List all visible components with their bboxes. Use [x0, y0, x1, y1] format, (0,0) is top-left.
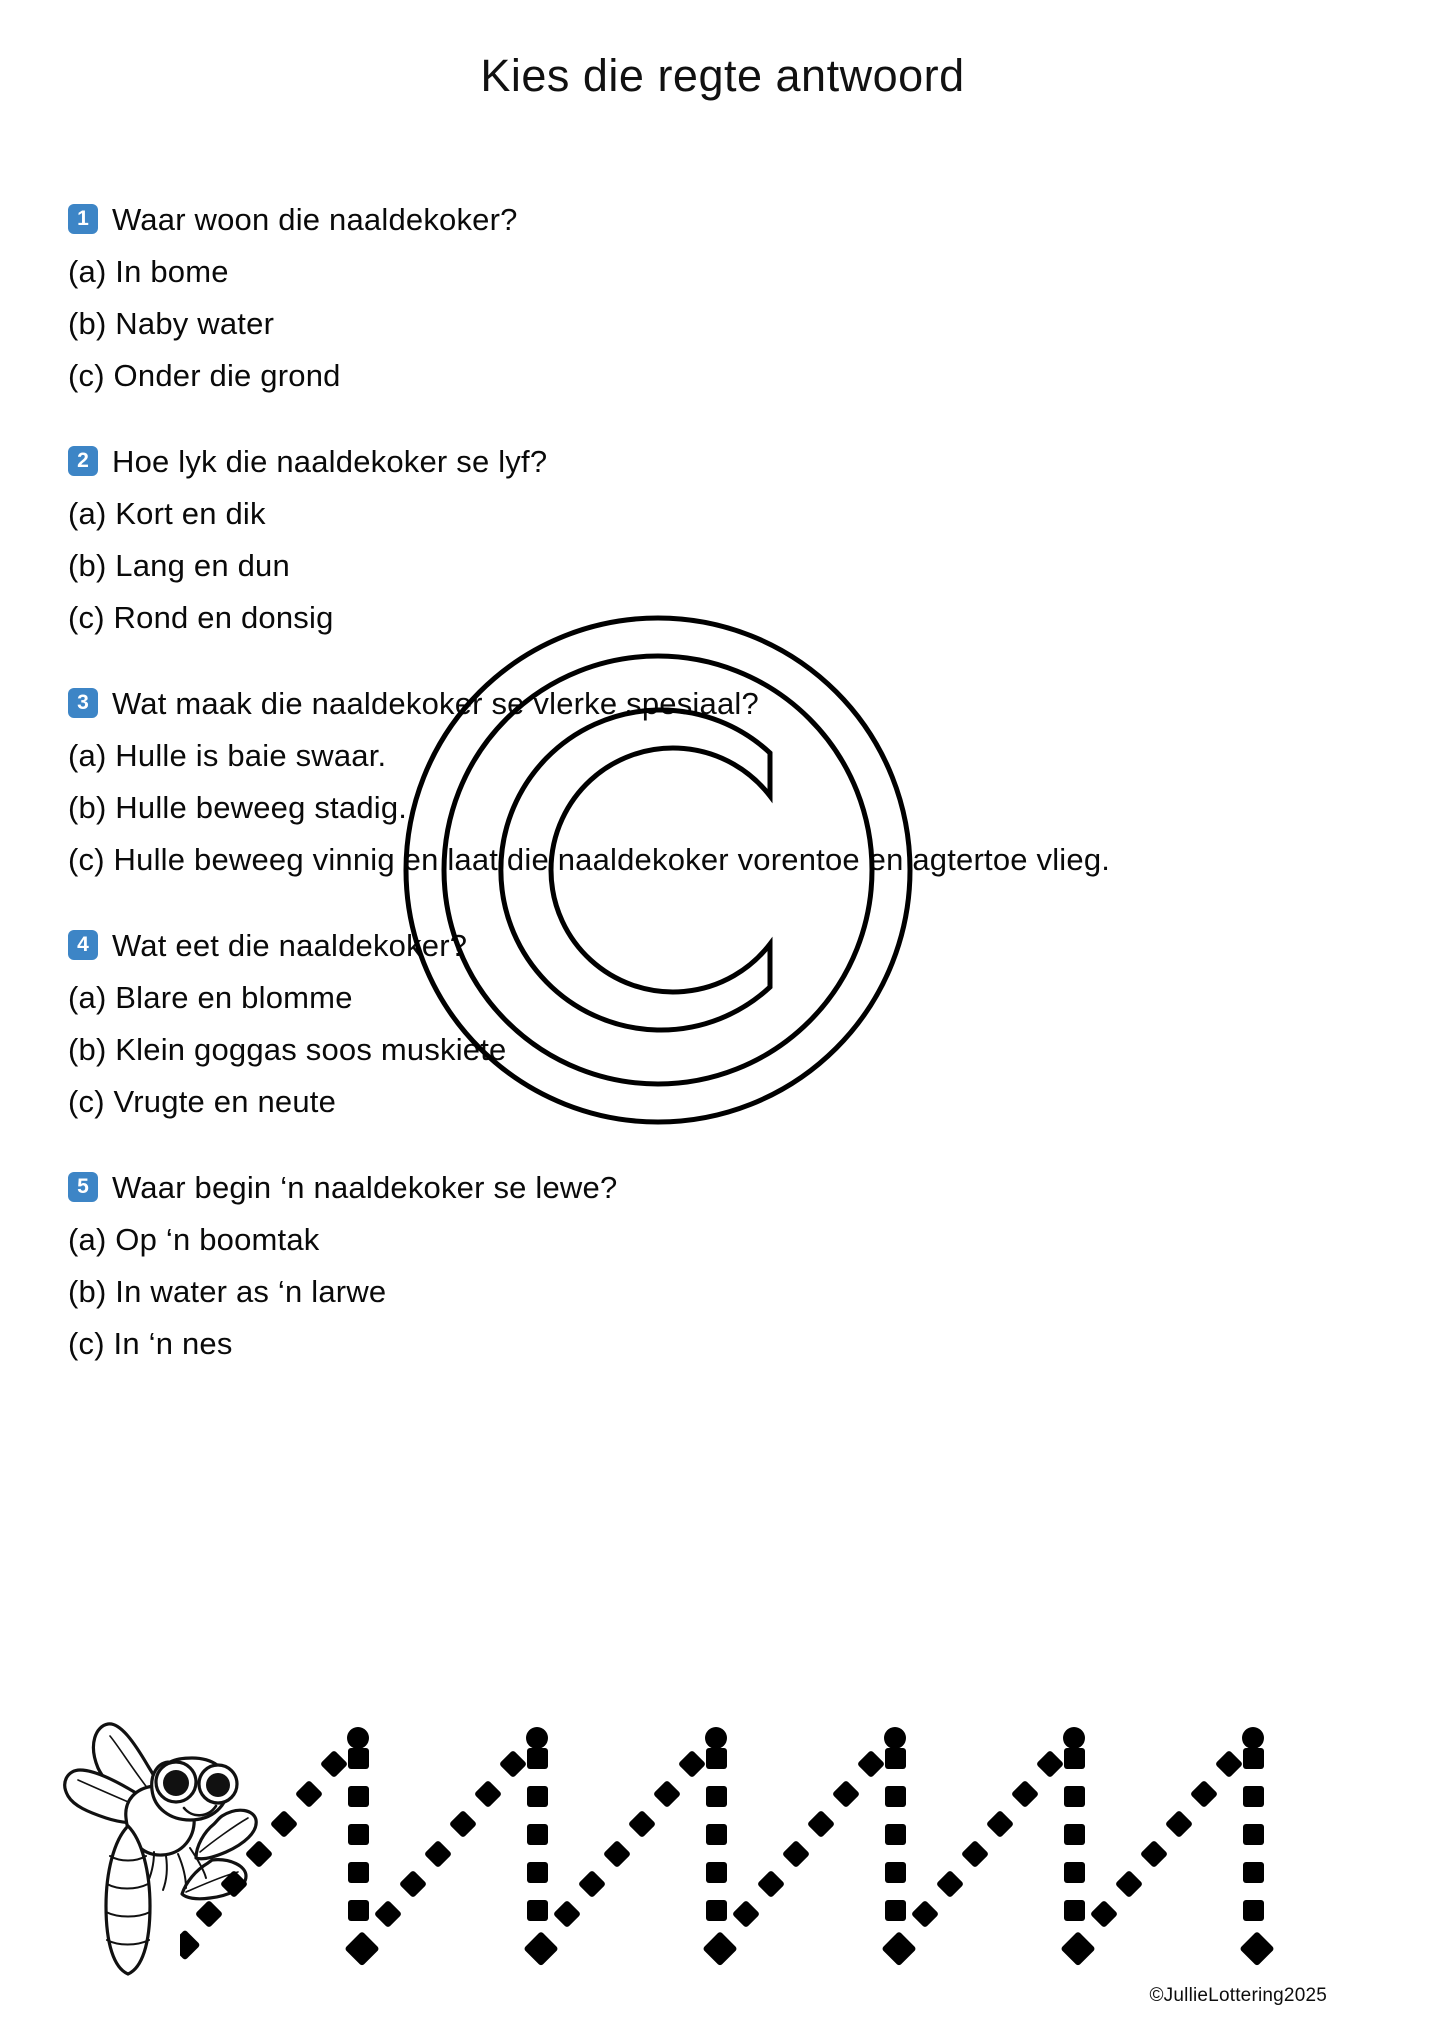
answer-option[interactable]: (c) In ‘n nes — [68, 1326, 233, 1362]
question-prompt: Hoe lyk die naaldekoker se lyf? — [112, 444, 548, 480]
zigzag-dotted-tracing-line-icon — [180, 1690, 1440, 1980]
question-number-badge: 4 — [68, 930, 98, 960]
question-block — [68, 440, 1368, 640]
tracing-activity-band — [0, 1690, 1445, 1990]
footer-credit: ©JullieLottering2025 — [1149, 1985, 1327, 2006]
question-number-badge: 3 — [68, 688, 98, 718]
questions-list — [68, 198, 1368, 1408]
answer-option[interactable]: (a) Blare en blomme — [68, 980, 353, 1016]
question-block — [68, 198, 1368, 398]
question-prompt-row — [68, 1166, 1368, 1210]
question-prompt-row — [68, 682, 1368, 726]
answer-option[interactable]: (a) Op ‘n boomtak — [68, 1222, 320, 1258]
answer-option[interactable]: (c) Onder die grond — [68, 358, 341, 394]
answer-option[interactable]: (a) In bome — [68, 254, 229, 290]
page-title: Kies die regte antwoord — [480, 50, 965, 101]
answer-option[interactable]: (b) Naby water — [68, 306, 275, 342]
question-number-badge: 5 — [68, 1172, 98, 1202]
question-prompt: Waar woon die naaldekoker? — [112, 202, 518, 237]
question-prompt: Wat eet die naaldekoker? — [112, 928, 468, 964]
answer-option[interactable]: (c) Rond en donsig — [68, 600, 334, 636]
answer-option[interactable]: (a) Hulle is baie swaar. — [68, 738, 387, 774]
answer-option[interactable]: (b) Lang en dun — [68, 548, 290, 584]
question-prompt: Waar begin ‘n naaldekoker se lewe? — [112, 1170, 618, 1206]
question-block — [68, 1166, 1368, 1366]
question-prompt-row — [68, 924, 1368, 968]
question-number-badge: 1 — [68, 204, 98, 234]
answer-option[interactable]: (c) Vrugte en neute — [68, 1084, 337, 1120]
answer-option[interactable]: (a) Kort en dik — [68, 496, 266, 532]
answer-option[interactable]: (b) Hulle beweeg stadig. — [68, 790, 408, 826]
answer-option[interactable]: (c) Hulle beweeg vinnig en laat die naaldekoker vorentoe en agtertoe vlieg. — [68, 842, 1111, 878]
answer-option[interactable]: (b) In water as ‘n larwe — [68, 1274, 387, 1310]
answer-option[interactable]: (b) Klein goggas soos muskiete — [68, 1032, 507, 1068]
question-number-badge: 2 — [68, 446, 98, 476]
question-prompt-row — [68, 198, 1368, 242]
question-prompt: Wat maak die naaldekoker se vlerke spesiaal? — [112, 686, 759, 722]
question-block — [68, 924, 1368, 1124]
question-prompt-row — [68, 440, 1368, 484]
question-block — [68, 682, 1368, 882]
